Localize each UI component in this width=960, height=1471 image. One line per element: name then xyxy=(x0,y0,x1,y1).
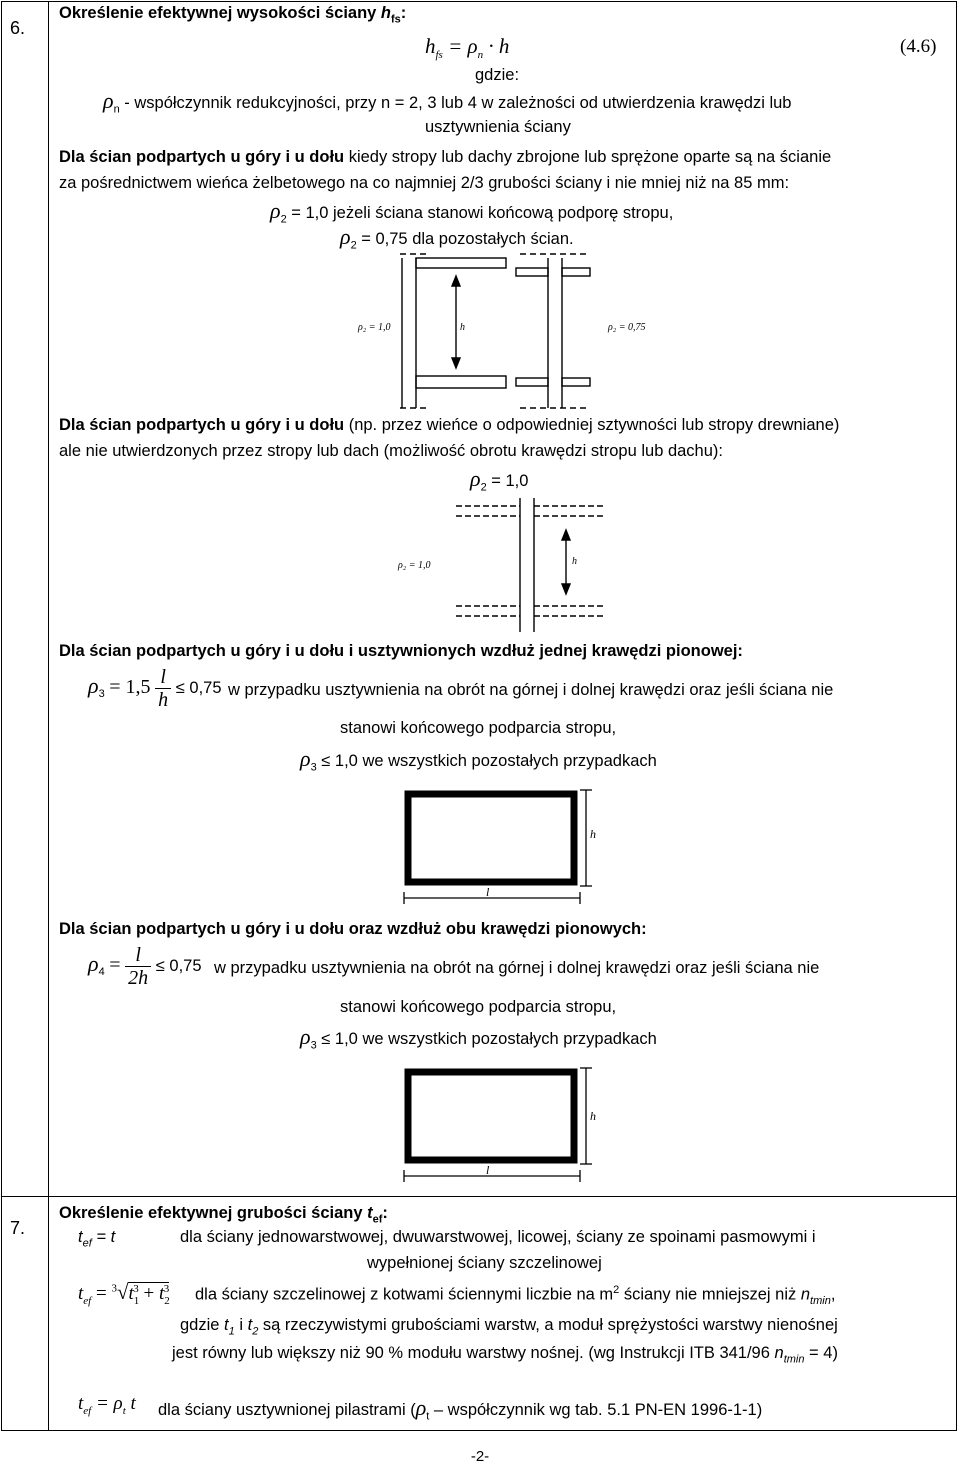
fig3-label-h: h xyxy=(590,827,596,841)
fig2-label-left: ρ₂ = 1,0 xyxy=(398,560,431,571)
page-number: -2- xyxy=(470,1448,490,1465)
case2-rho: $\rho_2 = 1,0$ xyxy=(470,466,529,494)
case3-condition: w przypadku usztywnienia na obrót na górnej i dolnej krawędzi oraz jeśli ściana nie xyxy=(228,681,834,699)
rho-n-definition-cont: usztywnienia ściany xyxy=(425,118,571,136)
formula-number: (4.6) xyxy=(900,36,937,57)
fig3-label-l: l xyxy=(486,885,490,899)
formula-hfs: $h_{fs} = \rho_n \cdot h$ xyxy=(425,34,510,62)
fig4-label-h: h xyxy=(590,1109,596,1123)
tef-formula-3: $t_{ef} = \rho_t$ t xyxy=(78,1393,136,1417)
case1-text: Dla ścian podpartych u góry i u dołu kiedy stropy lub dachy zbrojone lub sprężone oparte są na ścianie xyxy=(59,148,832,166)
case1-rho-a: $\rho_2 = 1,0$ jeżeli ściana stanowi końcową podporę stropu, xyxy=(270,198,674,226)
case3-title: Dla ścian podpartych u góry i u dołu i usztywnionych wzdłuż jednej krawędzi pionowej: xyxy=(59,642,743,660)
figure-panel-one-edge xyxy=(400,784,620,914)
case4-rho-other: $\rho_3 \le 1,0$ we wszystkich pozostałych przypadkach xyxy=(300,1024,657,1052)
tef-desc-2: dla ściany szczelinowej z kotwami ściennymi liczbie na $m^2$ ściany nie mniejszej niż $n_{tmin}$, xyxy=(195,1284,836,1307)
case2-text: Dla ścian podpartych u góry i u dołu (np. przez wieńce o odpowiedniej sztywności lub stropy drewniane) xyxy=(59,416,840,434)
case1-rho-b: $\rho_2 = 0,75$ dla pozostałych ścian. xyxy=(340,224,574,252)
tef-cond-2: gdzie $t_1$ i $t_2$ są rzeczywistymi grubościami warstw, a moduł sprężystości warstwy nienośnej xyxy=(180,1316,838,1338)
fig1-label-right: ρ₂ = 0,75 xyxy=(608,322,646,333)
tef-desc-3: dla ściany usztywnionej pilastrami ($\rho_t$ – współczynnik wg tab. 5.1 PN-EN 1996-1-1) xyxy=(158,1395,763,1423)
row-divider xyxy=(1,1196,957,1197)
section-title: Określenie efektywnej grubości ściany $t_{ef}$: xyxy=(59,1204,388,1226)
tef-desc-1: dla ściany jednowarstwowej, dwuwarstwowej, licowej, ściany ze spoinami pasmowymi i xyxy=(180,1228,816,1246)
tef-desc-1-cont: wypełnionej ściany szczelinowej xyxy=(367,1254,602,1272)
where-label: gdzie: xyxy=(475,66,520,84)
figure-panel-two-edges xyxy=(400,1062,620,1192)
case1-text-cont: za pośrednictwem wieńca żelbetowego na co najmniej 2/3 grubości ściany i nie mniej niż na 85 mm: xyxy=(59,174,790,192)
rho-n-definition: $\rho_n$ - współczynnik redukcyjności, przy n = 2, 3 lub 4 w zależności od utwierdzenia krawędzi lub xyxy=(103,88,792,116)
fig1-label-left: ρ₂ = 1,0 xyxy=(358,322,391,333)
case3-formula: $\rho_3 = 1,5$ $\frac{l}{h}$ ≤ 0,75 xyxy=(88,666,222,711)
fig1-label-h: h xyxy=(460,322,465,333)
case4-formula: $\rho_4$ = $\frac{l}{2h}$ ≤ 0,75 xyxy=(88,944,202,989)
tef-formula-1: $t_{ef} = t$ xyxy=(78,1228,116,1250)
case2-text-cont: ale nie utwierdzonych przez stropy lub dach (możliwość obrotu krawędzi stropu lub dachu): xyxy=(59,442,723,460)
case4-condition: w przypadku usztywnienia na obrót na górnej i dolnej krawędzi oraz jeśli ściana nie xyxy=(214,959,820,977)
tef-cond-2-cont: jest równy lub większy niż 90 % modułu warstwy nośnej. (wg Instrukcji ITB 341/96 $n_{tmin} = 4$) xyxy=(172,1344,838,1366)
section-number: 6. xyxy=(10,18,26,38)
column-divider xyxy=(48,1,49,1431)
section-number: 7. xyxy=(10,1218,26,1238)
case3-rho-other: $\rho_3 \le 1,0$ we wszystkich pozostałych przypadkach xyxy=(300,746,657,774)
case4-condition-cont: stanowi końcowego podparcia stropu, xyxy=(340,998,617,1016)
fig4-label-l: l xyxy=(486,1163,490,1177)
tef-formula-2: $t_{ef} = ^3√t_1^3 + t_2^3$ xyxy=(78,1280,170,1307)
figure-wall-clamped xyxy=(340,248,670,413)
section-title: Określenie efektywnej wysokości ściany $h_{fs}$: xyxy=(59,4,407,26)
case4-title: Dla ścian podpartych u góry i u dołu oraz wzdłuż obu krawędzi pionowych: xyxy=(59,920,647,938)
figure-wall-pinned xyxy=(380,494,610,634)
fig2-label-h: h xyxy=(572,556,577,567)
case3-condition-cont: stanowi końcowego podparcia stropu, xyxy=(340,719,617,737)
